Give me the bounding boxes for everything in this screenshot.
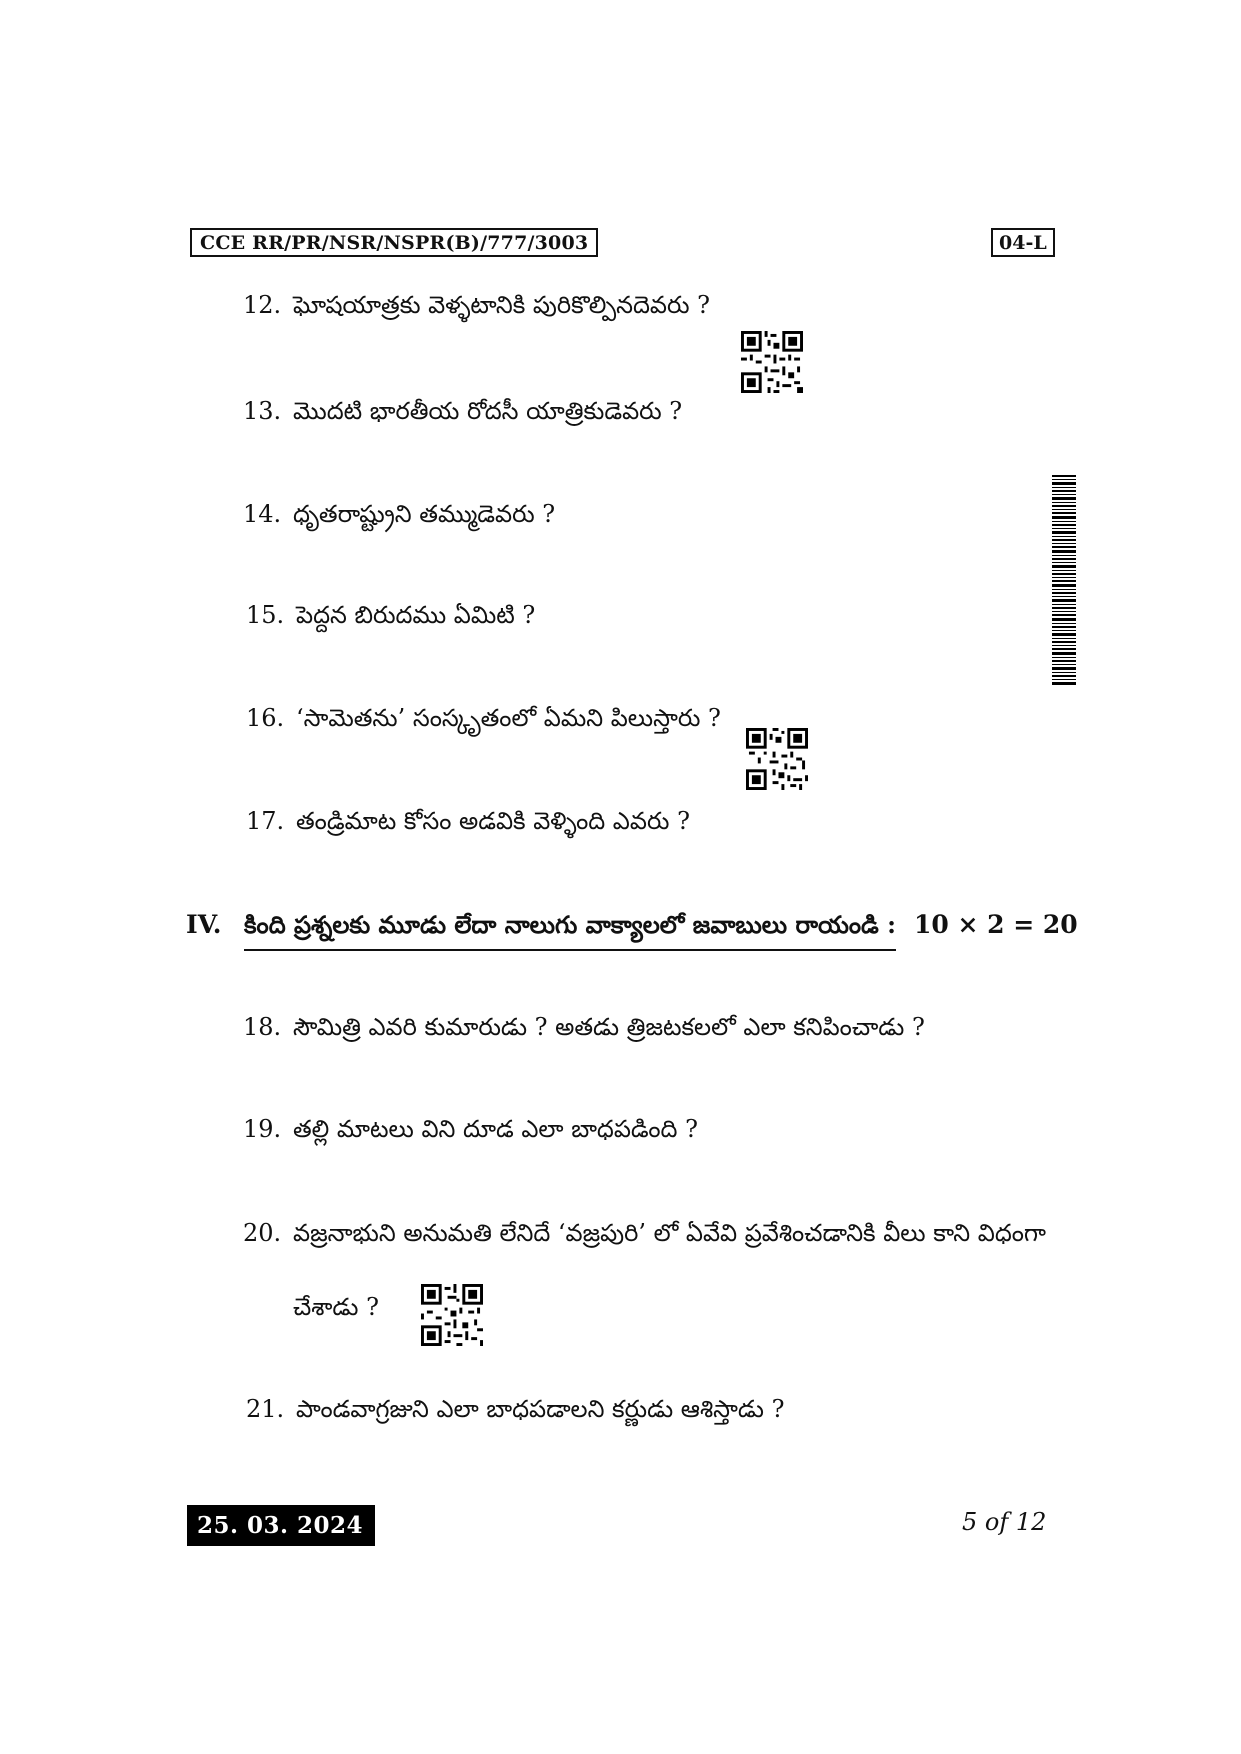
question-text: ధృతరాష్ట్రుని తమ్ముడెవరు ? (293, 500, 556, 528)
question-text: పెద్దన బిరుదము ఏమిటి ? (296, 601, 536, 629)
question-20 (243, 1218, 1046, 1248)
question-number: 14. (243, 500, 282, 528)
question-number: 15. (246, 601, 285, 629)
question-16 (246, 703, 721, 733)
question-number: 16. (246, 704, 285, 732)
question-text: ‘సామెతను’ సంస్కృతంలో ఏమని పిలుస్తారు ? (296, 704, 721, 732)
question-17 (246, 806, 690, 836)
question-number: 13. (243, 397, 282, 425)
qr-code-icon (746, 728, 808, 790)
question-text: తండ్రిమాట కోసం అడవికి వెళ్ళింది ఎవరు ? (296, 807, 690, 835)
qr-code-icon (741, 331, 803, 393)
question-text: తల్లి మాటలు విని దూడ ఎలా బాధపడింది ? (293, 1115, 698, 1143)
question-number: 17. (246, 807, 285, 835)
paper-code-box: CCE RR/PR/NSR/NSPR(B)/777/3003 (190, 228, 598, 257)
exam-date-badge: 25. 03. 2024 (187, 1505, 375, 1546)
question-number: 19. (243, 1115, 282, 1143)
question-text: వజ్రనాభుని అనుమతి లేనిదే ‘వజ్రపురి’ లో ఏవేవి ప్రవేశించడానికి వీలు కాని విధంగా (293, 1219, 1047, 1247)
section-title: కింది ప్రశ్నలకు మూడు లేదా నాలుగు వాక్యాలలో జవాబులు రాయండి : (244, 910, 896, 951)
question-text: ఘోషయాత్రకు వెళ్ళటానికి పురికొల్పినదెవరు ? (293, 291, 711, 319)
question-number: 18. (243, 1013, 282, 1041)
question-number: 20. (243, 1219, 282, 1247)
question-text: పాండవాగ్రజుని ఎలా బాధపడాలని కర్ణుడు ఆశిస్తాడు ? (296, 1395, 785, 1423)
question-number: 21. (246, 1395, 285, 1423)
question-20-continued: చేశాడు ? (293, 1293, 379, 1321)
question-number: 12. (243, 291, 282, 319)
question-12 (243, 290, 710, 320)
question-text: సౌమిత్రి ఎవరి కుమారుడు ? అతడు త్రిజటకలలో ఎలా కనిపించాడు ? (293, 1013, 925, 1041)
section-number: IV. (186, 910, 222, 939)
question-15 (246, 600, 535, 630)
question-text: మొదటి భారతీయ రోదసీ యాత్రికుడెవరు ? (293, 397, 683, 425)
barcode-icon (1052, 475, 1076, 687)
question-21 (246, 1394, 784, 1424)
version-code-box: 04-L (991, 228, 1055, 257)
question-18 (243, 1012, 925, 1042)
question-19 (243, 1114, 698, 1144)
section-marks: 10 × 2 = 20 (914, 910, 1078, 939)
question-13 (243, 396, 682, 426)
qr-code-icon (421, 1284, 483, 1346)
page-number: 5 of 12 (962, 1508, 1047, 1536)
question-14 (243, 499, 555, 529)
